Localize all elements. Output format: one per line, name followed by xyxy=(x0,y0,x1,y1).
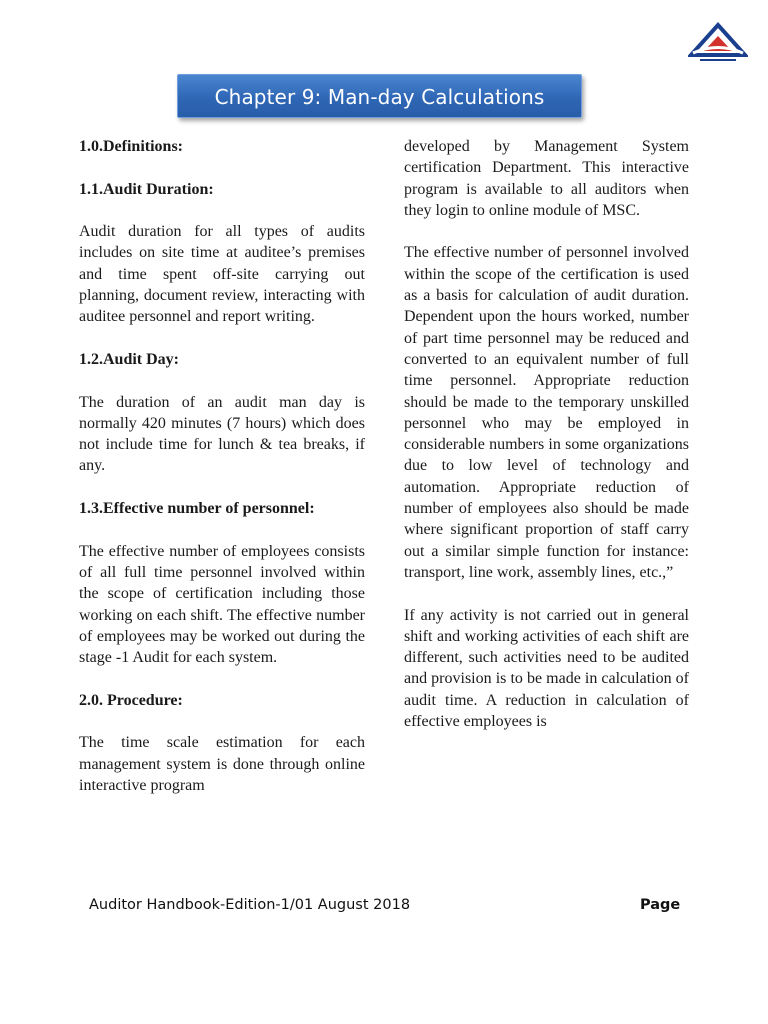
bis-logo xyxy=(688,22,748,66)
heading-definitions: 1.0.Definitions: xyxy=(79,138,183,155)
heading-audit-duration: 1.1.Audit Duration: xyxy=(79,180,214,198)
paragraph-audit-duration: Audit duration for all types of audits includes on site time at auditee’s premises and time spent off-site carrying out planning, document review, interacting with auditee personnel and report writing. xyxy=(79,223,365,326)
footer-edition: Auditor Handbook-Edition-1/01 August 2018 xyxy=(89,897,411,913)
right-column xyxy=(404,136,689,732)
paragraph-procedure: The time scale estimation for each management system is done through online interactive program xyxy=(79,734,365,794)
paragraph-personnel: The effective number of personnel involved within the scope of the certification is used as a basis for calculation of audit duration. Dependent upon the hours worked, number of part time personnel may be reduced and converted to an equivalent number of full time personnel. Appropriate reduction should be made to the temporary unskilled personnel who may be employed in considerable numbers in some organizations due to low level of technology and automation. Appropriate reduction of number of employees also should be made where significant proportion of staff carry out a similar simple function for instance: transport, line work, assembly lines, etc.,” xyxy=(404,244,689,581)
paragraph-procedure-continued: developed by Management System certification Department. This interactive program is available to all auditors when they login to online module of MSC. xyxy=(404,138,689,219)
paragraph-effective-personnel: The effective number of employees consists of all full time personnel involved within the scope of certification including those working on each shift. The effective number of employees may be worked out during the stage -1 Audit for each system. xyxy=(79,542,365,667)
heading-audit-day: 1.2.Audit Day: xyxy=(79,350,180,368)
chapter-title-banner: Chapter 9: Man-day Calculations xyxy=(177,74,582,118)
paragraph-audit-day: The duration of an audit man day is normally 420 minutes (7 hours) which does not include time for lunch & tea breaks, if any. xyxy=(79,393,365,475)
heading-procedure: 2.0. Procedure: xyxy=(79,691,183,709)
left-column xyxy=(79,136,365,796)
logo-script-line xyxy=(700,59,736,61)
heading-effective-personnel: 1.3.Effective number of personnel: xyxy=(79,500,315,518)
footer-page-label: Page xyxy=(640,897,681,913)
paragraph-shift: If any activity is not carried out in general shift and working activities of each shift are different, such activities need to be audited and provision is to be made in calculation of audit time. A reduction in calculation of effective employees is xyxy=(404,606,689,731)
